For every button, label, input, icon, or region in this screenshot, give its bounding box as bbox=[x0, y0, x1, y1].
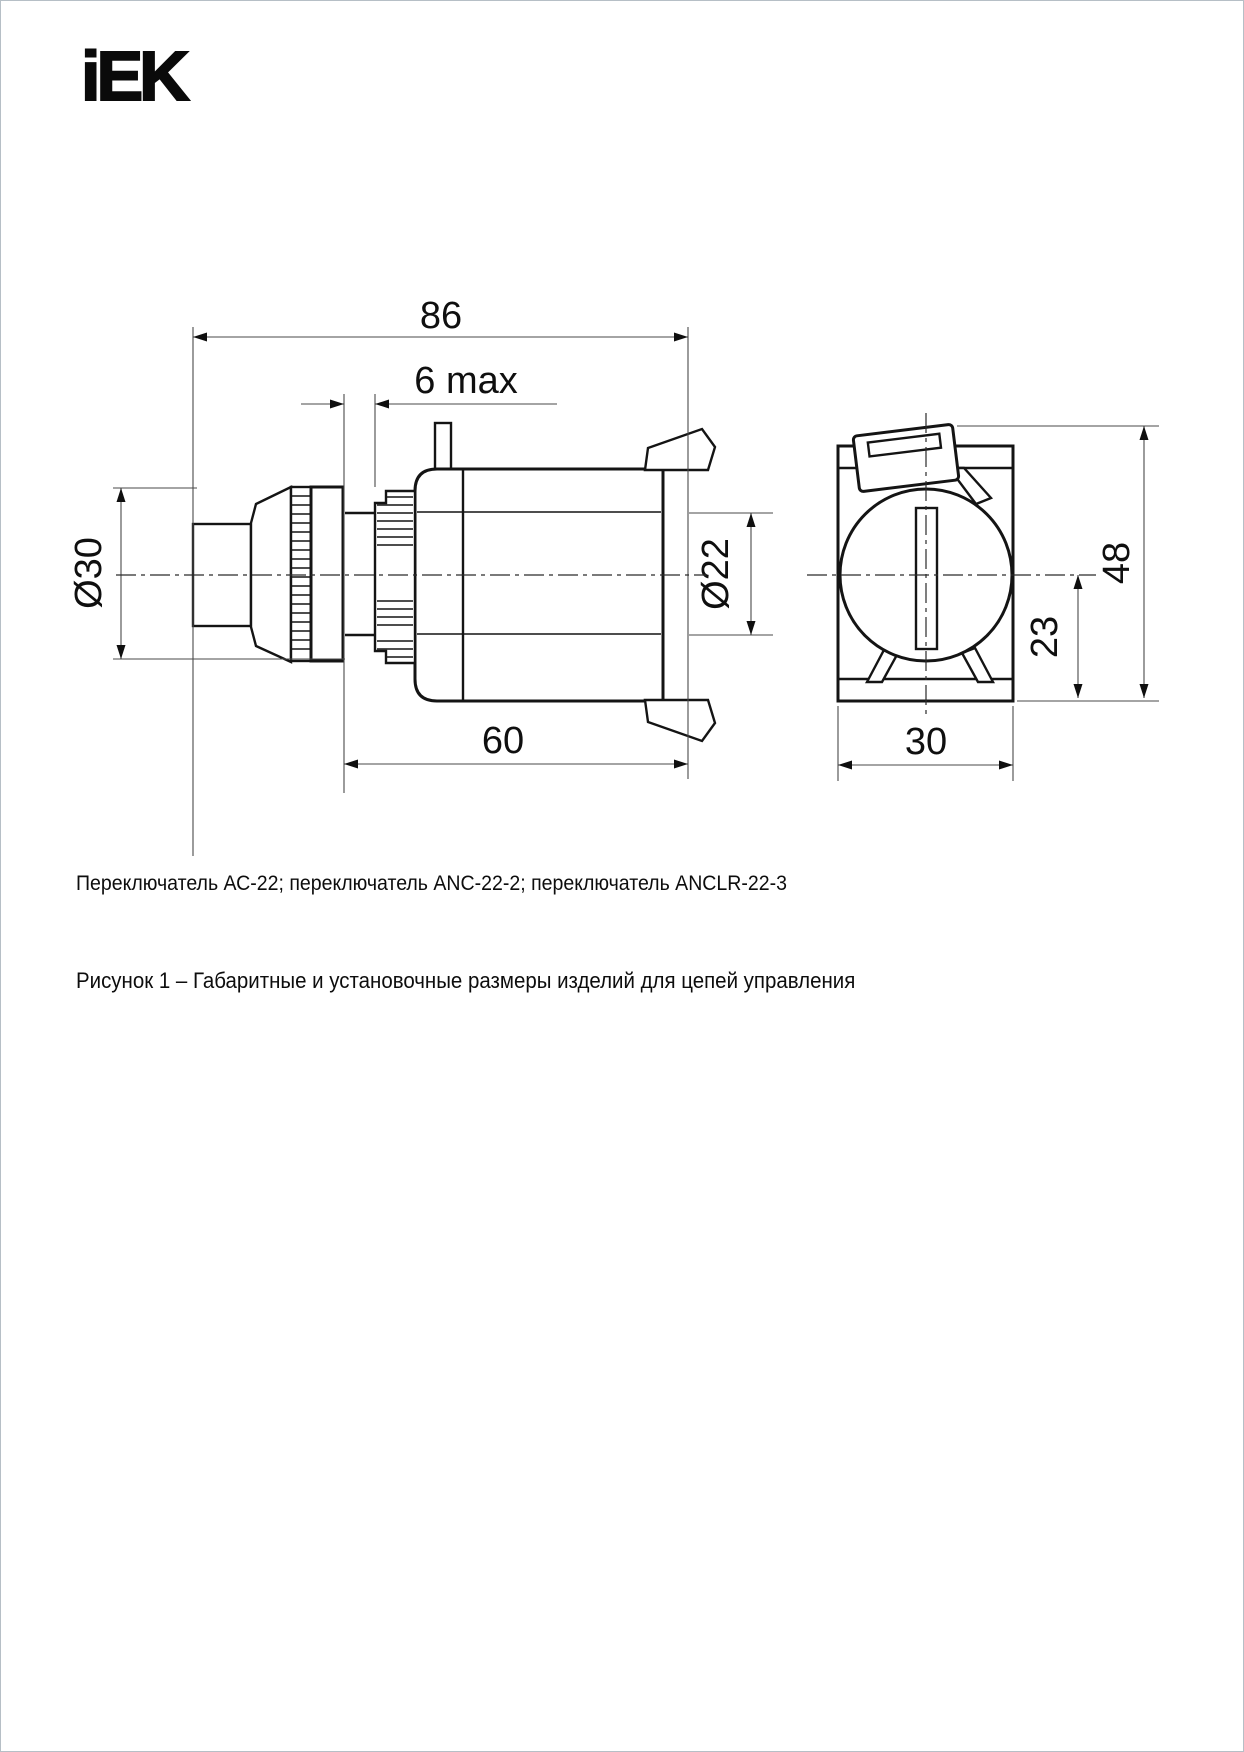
figure-caption: Рисунок 1 – Габаритные и установочные размеры изделий для цепей управления bbox=[76, 968, 856, 993]
side-view bbox=[193, 423, 715, 741]
dim-panel-thickness: 6 max bbox=[414, 360, 518, 402]
dim-center-to-bottom: 23 bbox=[1024, 615, 1066, 659]
top-clip bbox=[853, 424, 959, 492]
dim-total-height: 48 bbox=[1096, 541, 1138, 585]
knurled-ring bbox=[291, 487, 311, 661]
dim-body-length: 60 bbox=[481, 720, 525, 762]
dimensional-drawing bbox=[1, 1, 1244, 871]
dim-total-length: 86 bbox=[419, 295, 463, 337]
dim-actuator-diameter: Ø30 bbox=[68, 537, 110, 609]
rear-tab-bottom bbox=[645, 700, 715, 741]
front-ring bbox=[311, 487, 343, 661]
rear-tab-top bbox=[645, 429, 715, 470]
dim-body-width: 30 bbox=[904, 721, 948, 763]
switch-body bbox=[415, 469, 663, 701]
product-models-line: Переключатель АС-22; переключатель ANC-22-2; переключатель ANCLR-22-3 bbox=[76, 872, 787, 895]
iek-logo: iEK bbox=[81, 37, 186, 115]
terminal-pin bbox=[435, 423, 451, 469]
neck bbox=[345, 513, 375, 635]
dim-mounting-diameter: Ø22 bbox=[695, 538, 737, 610]
mounting-nut bbox=[375, 491, 415, 663]
